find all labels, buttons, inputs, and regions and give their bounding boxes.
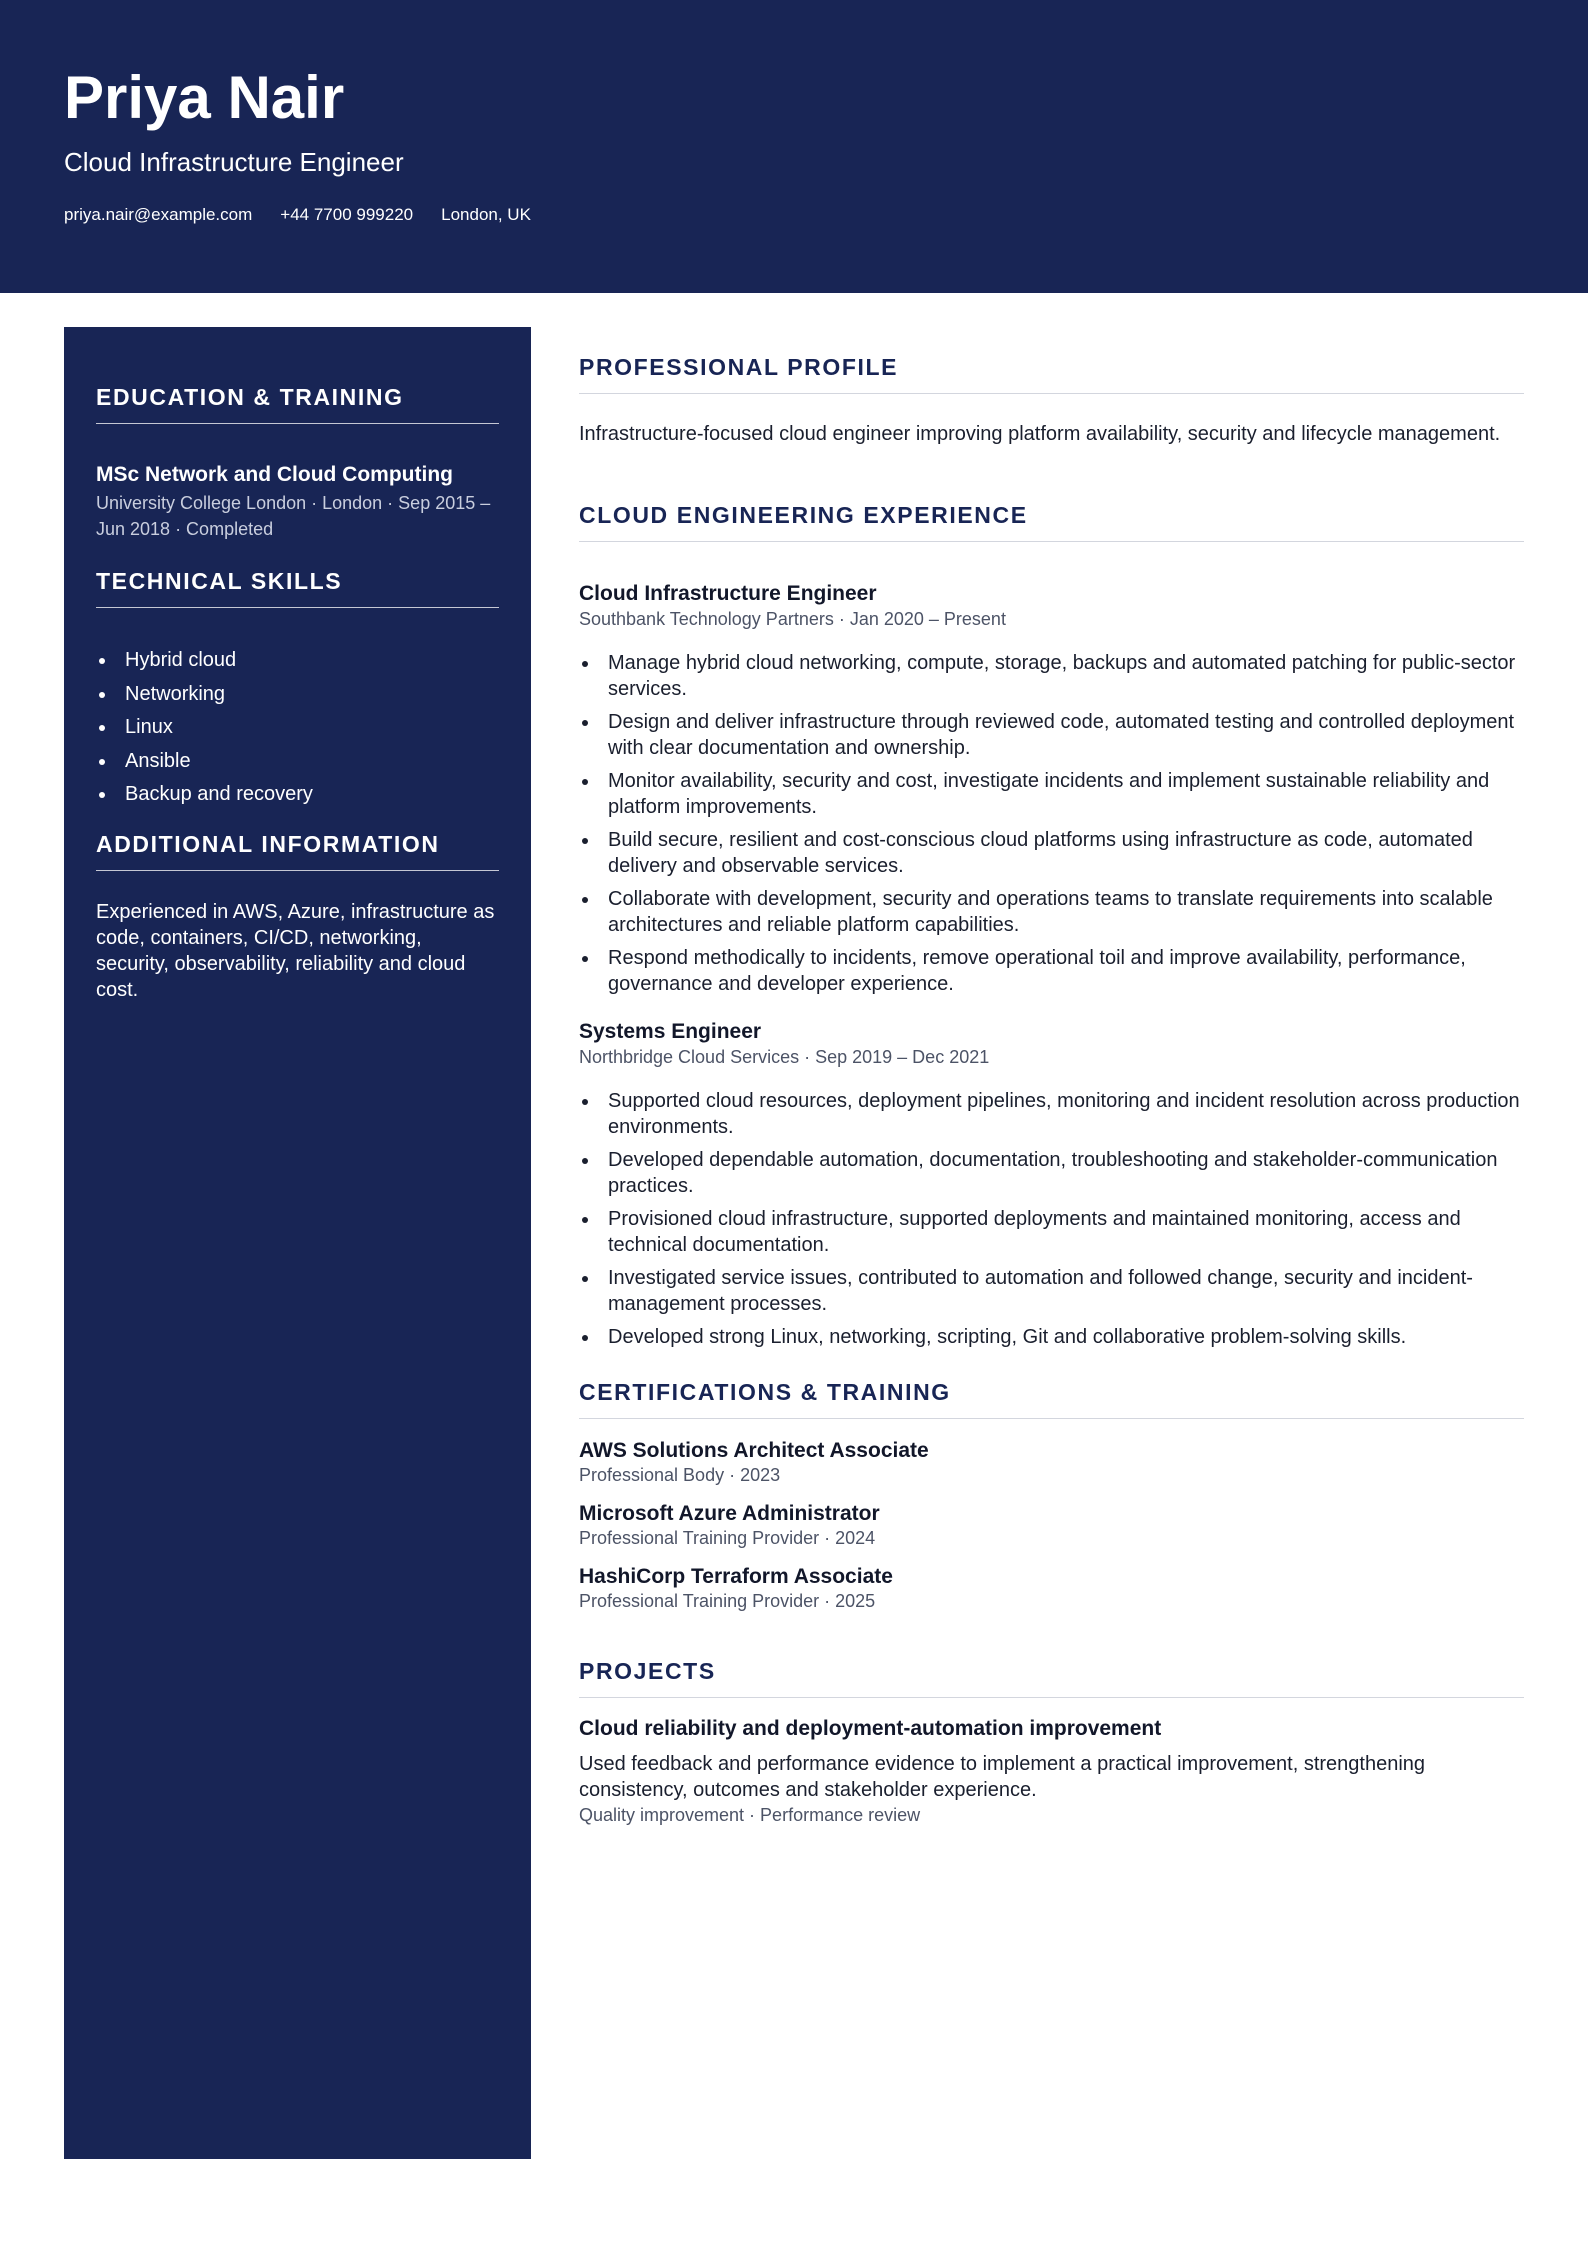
job-bullet: Developed dependable automation, documentation, troubleshooting and stakeholder-communication practices. xyxy=(579,1148,1524,1199)
profile-text: Infrastructure-focused cloud engineer improving platform availability, security and lifecycle management. xyxy=(579,423,1501,445)
job-title: Systems Engineer xyxy=(579,1020,762,1043)
certification-meta: Professional Training Provider · 2024 xyxy=(579,1528,876,1548)
resume-header xyxy=(0,0,1588,293)
additional-text: Experienced in AWS, Azure, infrastructure as code, containers, CI/CD, networking, security, observability, reliability and cloud cost. xyxy=(96,901,495,1001)
certification-name: HashiCorp Terraform Associate xyxy=(579,1565,893,1588)
additional-heading: ADDITIONAL INFORMATION xyxy=(96,830,499,871)
job-bullets xyxy=(579,1089,1524,1351)
certification-item xyxy=(579,1564,1524,1612)
certifications-heading: CERTIFICATIONS & TRAINING xyxy=(579,1378,1524,1419)
skills-section xyxy=(96,567,499,812)
project-entry xyxy=(579,1716,1524,1827)
experience-heading: CLOUD ENGINEERING EXPERIENCE xyxy=(579,501,1524,542)
job-bullet: Collaborate with development, security and operations teams to translate requirements into scalable architectures and reliable platform capabilities. xyxy=(579,887,1524,938)
skill-item: Hybrid cloud xyxy=(96,644,499,678)
job-meta: Southbank Technology Partners · Jan 2020 – Present xyxy=(579,609,1006,629)
projects-heading: PROJECTS xyxy=(579,1657,1524,1698)
contact-phone[interactable]: +44 7700 999220 xyxy=(280,205,414,224)
skill-item: Linux xyxy=(96,711,499,745)
project-description: Used feedback and performance evidence to implement a practical improvement, strengthening consistency, outcomes and stakeholder experience. xyxy=(579,1753,1426,1801)
job-bullet: Design and deliver infrastructure through reviewed code, automated testing and controlled deployment with clear documentation and ownership. xyxy=(579,710,1524,761)
job-bullet: Investigated service issues, contributed to automation and followed change, security and incident-management processes. xyxy=(579,1266,1524,1317)
job-bullet: Provisioned cloud infrastructure, supported deployments and maintained monitoring, access and technical documentation. xyxy=(579,1207,1524,1258)
education-degree: MSc Network and Cloud Computing xyxy=(96,463,453,486)
certifications-list xyxy=(579,1438,1524,1627)
contact-location: London, UK xyxy=(441,205,531,224)
certification-meta: Professional Training Provider · 2025 xyxy=(579,1591,876,1611)
job-entry xyxy=(579,1019,1524,1359)
skills-heading: TECHNICAL SKILLS xyxy=(96,567,499,608)
sidebar xyxy=(64,327,531,2159)
project-title: Cloud reliability and deployment-automation improvement xyxy=(579,1717,1162,1740)
job-entry xyxy=(579,581,1524,1005)
candidate-name: Priya Nair xyxy=(64,64,345,131)
skill-item: Backup and recovery xyxy=(96,778,499,812)
certification-item xyxy=(579,1438,1524,1486)
certification-name: AWS Solutions Architect Associate xyxy=(579,1439,929,1462)
job-bullet: Build secure, resilient and cost-conscious cloud platforms using infrastructure as code, automated delivery and observable services. xyxy=(579,828,1524,879)
job-bullets xyxy=(579,651,1524,997)
job-bullet: Developed strong Linux, networking, scripting, Git and collaborative problem-solving skills. xyxy=(579,1325,1524,1351)
additional-section xyxy=(96,830,499,1003)
job-meta: Northbridge Cloud Services · Sep 2019 – Dec 2021 xyxy=(579,1047,990,1067)
contact-email[interactable]: priya.nair@example.com xyxy=(64,205,253,224)
contact-info xyxy=(64,204,531,226)
job-bullet: Supported cloud resources, deployment pipelines, monitoring and incident resolution across production environments. xyxy=(579,1089,1524,1140)
job-bullet: Respond methodically to incidents, remove operational toil and improve availability, performance, governance and developer experience. xyxy=(579,946,1524,997)
profile-heading: PROFESSIONAL PROFILE xyxy=(579,353,1524,394)
skill-item: Ansible xyxy=(96,745,499,779)
skills-list xyxy=(96,644,499,812)
education-section xyxy=(96,383,499,542)
job-bullet: Manage hybrid cloud networking, compute, storage, backups and automated patching for public-sector services. xyxy=(579,651,1524,702)
candidate-title: Cloud Infrastructure Engineer xyxy=(64,147,404,177)
job-title: Cloud Infrastructure Engineer xyxy=(579,582,877,605)
certification-item xyxy=(579,1501,1524,1549)
skill-item: Networking xyxy=(96,678,499,712)
job-bullet: Monitor availability, security and cost, investigate incidents and implement sustainable reliability and platform improvements. xyxy=(579,769,1524,820)
project-meta: Quality improvement · Performance review xyxy=(579,1805,921,1825)
education-meta: University College London · London · Sep 2015 – Jun 2018 · Completed xyxy=(96,493,491,539)
certification-meta: Professional Body · 2023 xyxy=(579,1465,781,1485)
certification-name: Microsoft Azure Administrator xyxy=(579,1502,880,1525)
education-heading: EDUCATION & TRAINING xyxy=(96,383,499,424)
